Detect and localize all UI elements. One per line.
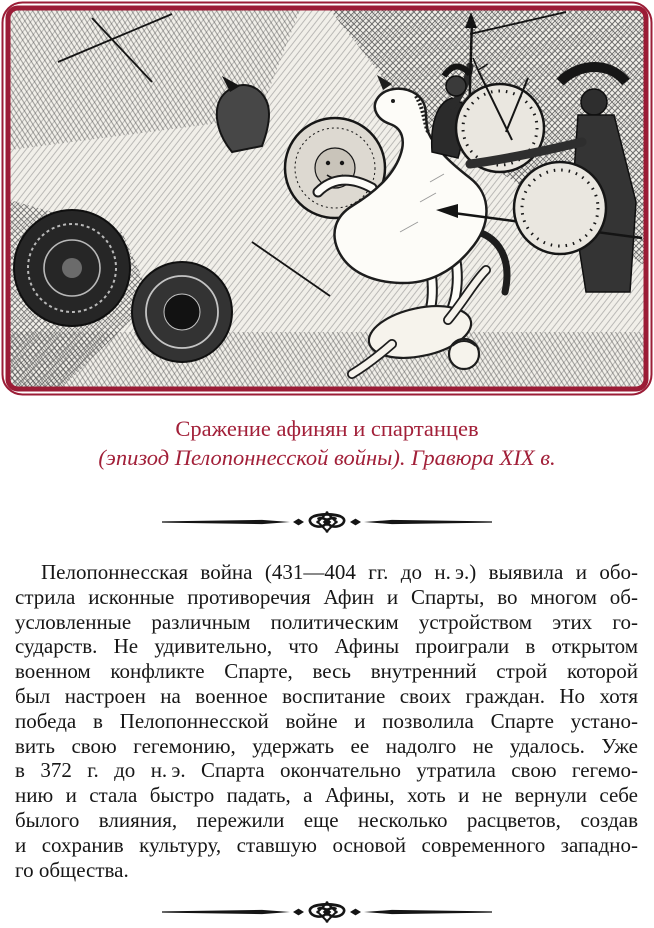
paragraph-line: в 372 г. до н. э. Спарта окончательно утратила свою гегемо- (15, 758, 638, 783)
paragraph-line: вить свою гегемонию, удержать ее надолго не удалось. Уже (15, 733, 638, 758)
divider-ornament-icon (162, 901, 492, 923)
paragraph-line: военном конфликте Спарте, весь внутренний строй которой (15, 659, 638, 684)
divider-ornament-icon (162, 511, 492, 533)
ornament-divider-top (0, 511, 654, 533)
paragraph-line: был настроен на военное воспитание своих граждан. Но хотя (15, 683, 638, 708)
shield-left-small (132, 262, 232, 362)
paragraph-line: и сохранив культуру, ставшую основой современного западно- (15, 832, 638, 857)
paragraph-line: победа в Пелопоннесской войне и позволила Спарте устано- (15, 708, 638, 733)
engraving-figure (0, 0, 654, 397)
article-text (0, 560, 654, 882)
engraving-scene (10, 10, 644, 387)
shield-left-large (14, 210, 130, 326)
paragraph-line: го общества. (15, 857, 129, 882)
caption-line-1: Сражение афинян и спартанцев (175, 416, 479, 441)
figure-caption (0, 414, 654, 472)
paragraph-line: условленные различным политическим устройством этих го- (15, 609, 638, 634)
paragraph-line: нию и стала быстро падать, а Афины, хоть и не вернули себе (15, 783, 638, 808)
ornament-divider-bottom (0, 901, 654, 923)
paragraph-line: сударств. Не удивительно, что Афины проиграли в открытом (15, 634, 638, 659)
paragraph-line: былого влияния, пережили еще несколько расцветов, создав (15, 807, 638, 832)
battle-engraving-image (0, 0, 654, 397)
paragraph-line: стрила исконные противоречия Афин и Спарты, во многом об- (15, 584, 638, 609)
caption-line-2: (эпизод Пелопоннесской войны). Гравюра XIX в. (98, 445, 556, 470)
paragraph-line: Пелопоннесская война (431—404 гг. до н. э.) выявила и обо- (41, 560, 638, 584)
